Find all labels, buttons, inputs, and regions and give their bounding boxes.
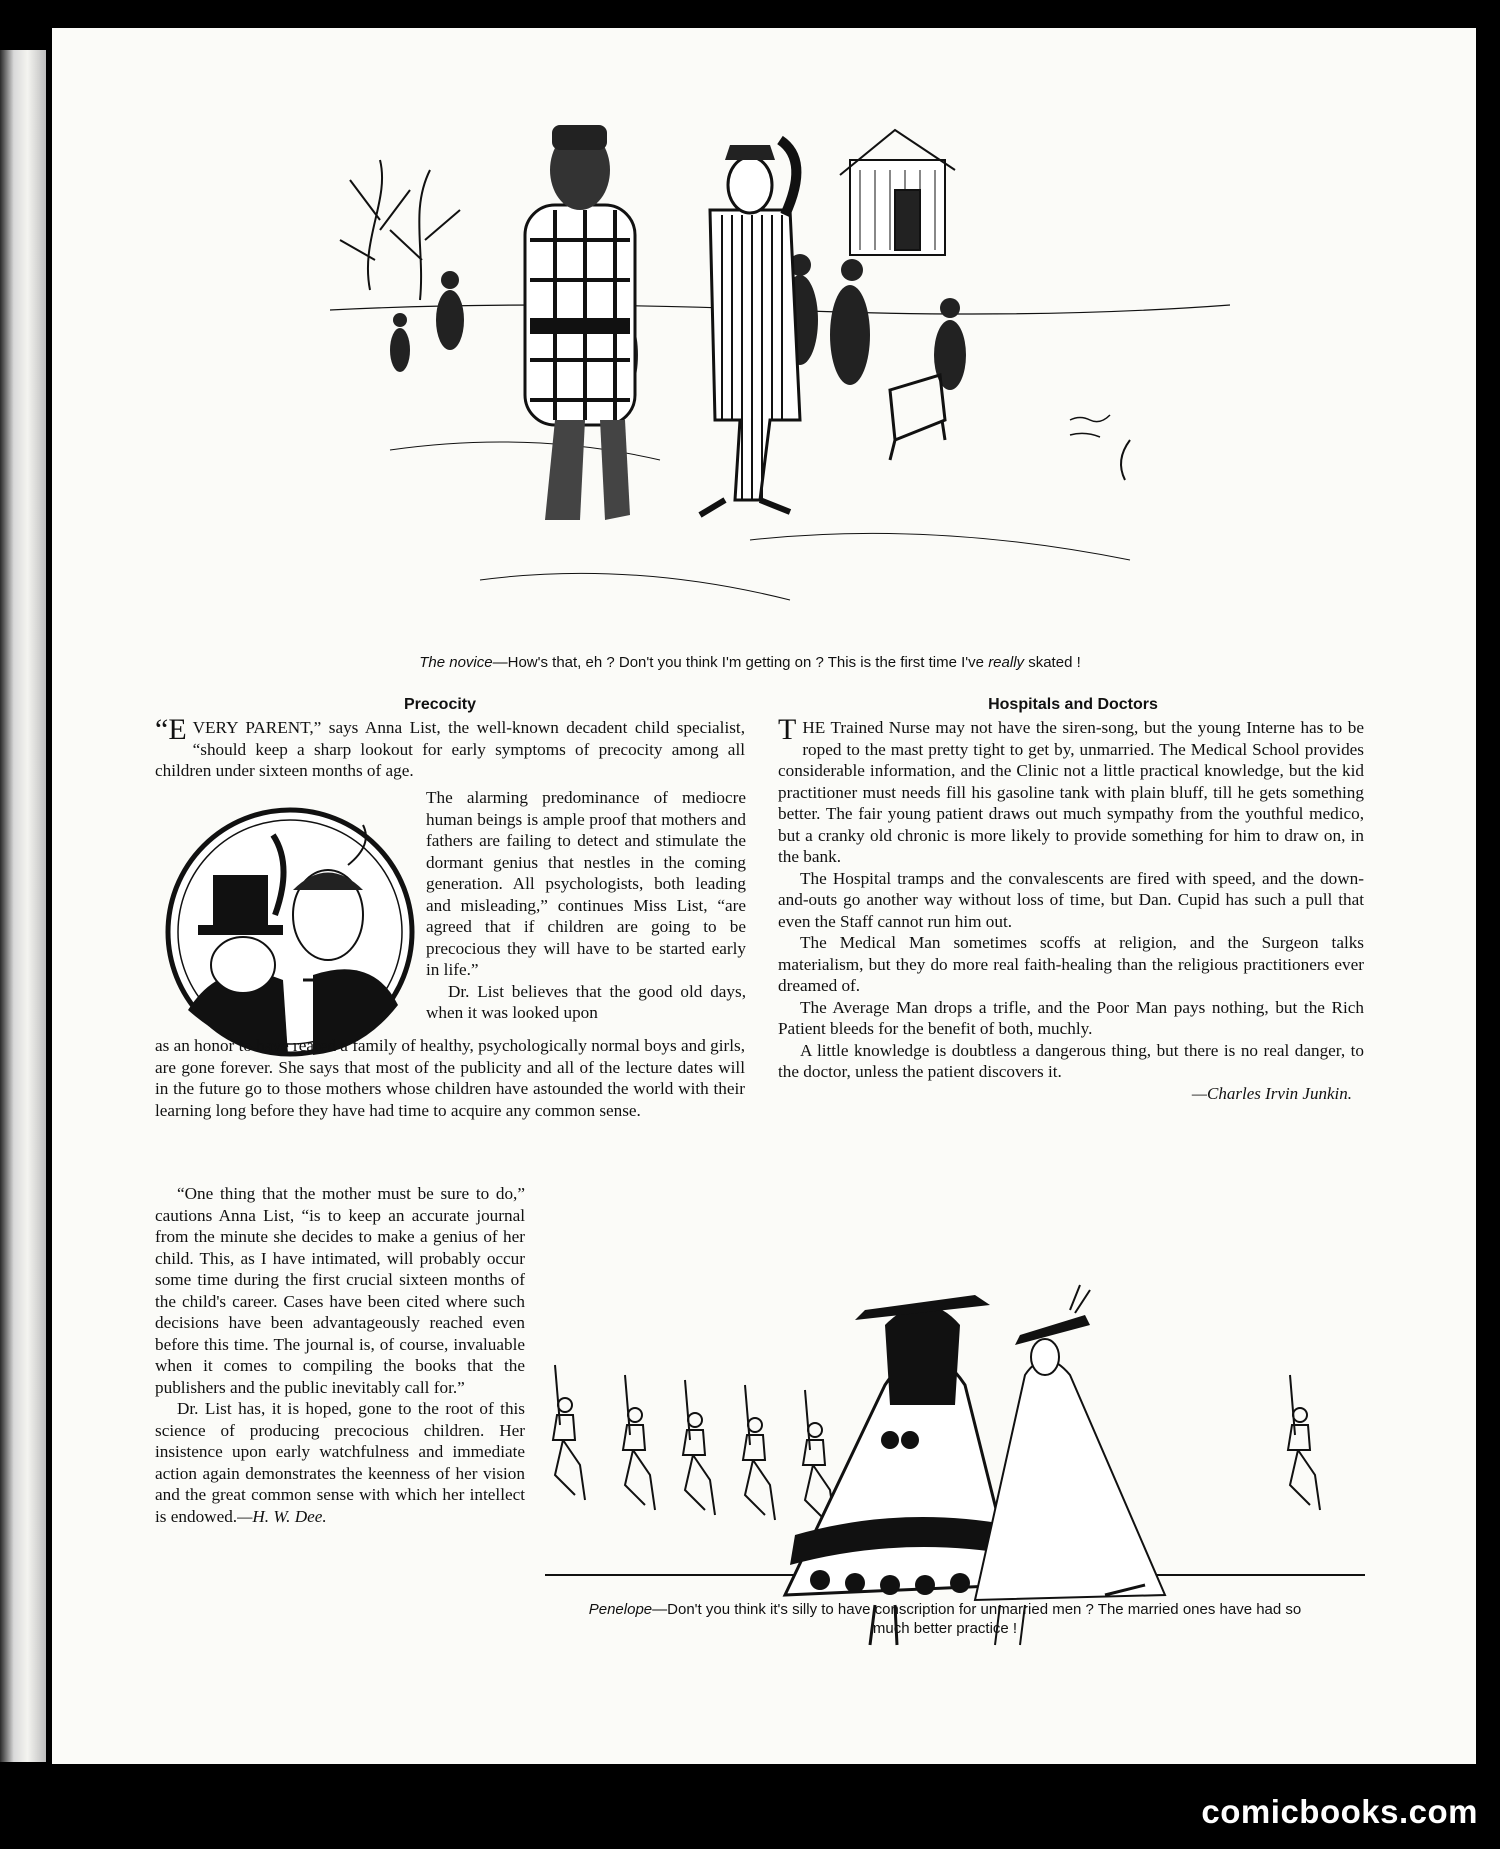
hospitals-paragraph-5: A little knowledge is doubtless a dangerous thing, but there is no real danger, to the doctor, unless the patient discovers it. — [778, 1040, 1364, 1081]
conscription-illustration — [545, 1265, 1365, 1650]
precocity-wrap-column — [426, 787, 746, 1024]
portrait-illustration — [163, 805, 418, 1060]
caption-text-part-2: skated ! — [1024, 654, 1081, 671]
hospitals-paragraph-2: The Hospital tramps and the convalescents are fired with speed, and the down-and-outs go another way without loss of time, but Dan. Cupid has such a pull that even the Staff cannot run him out. — [778, 868, 1364, 931]
precocity-heading: Precocity — [403, 696, 477, 713]
skating-illustration — [330, 120, 1230, 640]
precocity-full-width — [155, 1035, 745, 1121]
precocity-paragraph-3: “One thing that the mother must be sure to do,” cautions Anna List, “is to keep an accurate journal from the minute she decides to make a genius of her child. This, as I have intimated, will probably occur some time during the first crucial sixteen months of the child's career. Cases have been cited where such decisions have been advantageously reached even before this time. The journal is, of course, invaluable when it comes to compiling the books that the publishers and the public inevitably call for.” — [155, 1184, 525, 1397]
caption-text-part-1: —How's that, eh ? Don't you think I'm getting on ? This is the first time I've — [492, 654, 989, 671]
hospitals-paragraph-4: The Average Man drops a trifle, and the Poor Man pays nothing, but the Rich Patient bleeds for the benefit of both, muchly. — [778, 997, 1364, 1038]
precocity-narrow-column — [155, 1183, 525, 1527]
hospitals-paragraph-3: The Medical Man sometimes scoffs at religion, and the Surgeon talks materialism, but they do more real faith-healing than the religious practitioners ever dreamed of. — [778, 933, 1364, 995]
caption-emphasis: really — [988, 654, 1025, 671]
caption-speaker: The novice — [419, 654, 493, 671]
bottom-illustration-caption — [580, 1600, 1310, 1638]
hospitals-heading: Hospitals and Doctors — [988, 696, 1158, 713]
precocity-paragraph-4: Dr. List has, it is hoped, gone to the root of this science of producing precocious children. Her insistence upon early watchfulness and immediate action again demonstrates the keenness of her vision and the great common sense with which her intellect is endowed. — [155, 1399, 525, 1526]
hospitals-drop-cap: T — [778, 713, 797, 746]
site-watermark: comicbooks.com — [1201, 1793, 1478, 1830]
precocity-drop-cap: “E — [155, 713, 187, 746]
precocity-paragraph-1-continued: The alarming predominance of mediocre human beings is ample proof that mothers and fathers are failing to detect and stimulate the dormant genius that nestles in the coming generation. All psychologists, both leading and misleading,” continues Miss List, “are agreed that if children are going to be precocious they will have to be started early in life.” — [426, 788, 746, 979]
bottom-caption-speaker: Penelope — [588, 1601, 653, 1618]
hospitals-signature: —Charles Irvin Junkin. — [1191, 1083, 1352, 1103]
precocity-paragraph-2-start: Dr. List believes that the good old days, when it was looked upon — [426, 981, 746, 1022]
hospitals-lead-caps: HE — [802, 718, 826, 737]
hospitals-column — [778, 713, 1364, 1105]
book-spine — [0, 50, 46, 1762]
bottom-caption-text: —Don't you think it's silly to have conscription for unmarried men ? The married ones have had so much better practice ! — [652, 1601, 1302, 1637]
precocity-paragraph-2-continued: as an honor to have reared a family of healthy, psychologically normal boys and girls, are gone forever. She says that most of the publicity and all of the lecture dates will in the future go to those mothers whose children have astounded the world with their learning long before they have had time to acquire any common sense. — [155, 1036, 745, 1120]
hospitals-paragraph-1: Trained Nurse may not have the siren-song, but the young Interne has to be roped to the mast pretty tight to get by, unmarried. The Medical School provides considerable information, and the Clinic not a little practical knowledge, but the kid practitioner must needs fill his gasoline tank with plain bluff, till he gets something better. The fair young patient draws out much sympathy from the youthful medico, but a cranky old chronic is more likely to provide something for him to draw on, in the bank. — [778, 718, 1364, 866]
precocity-signature: —H. W. Dee. — [237, 1506, 327, 1526]
precocity-intro — [155, 713, 745, 782]
precocity-lead-caps: VERY PARENT,” — [192, 718, 322, 737]
top-illustration-caption — [140, 654, 1360, 671]
precocity-paragraph-1: says Anna List, the well-known decadent child specialist, “should keep a sharp lookout for early symptoms of precocity among all children under sixteen months of age. — [155, 718, 745, 780]
